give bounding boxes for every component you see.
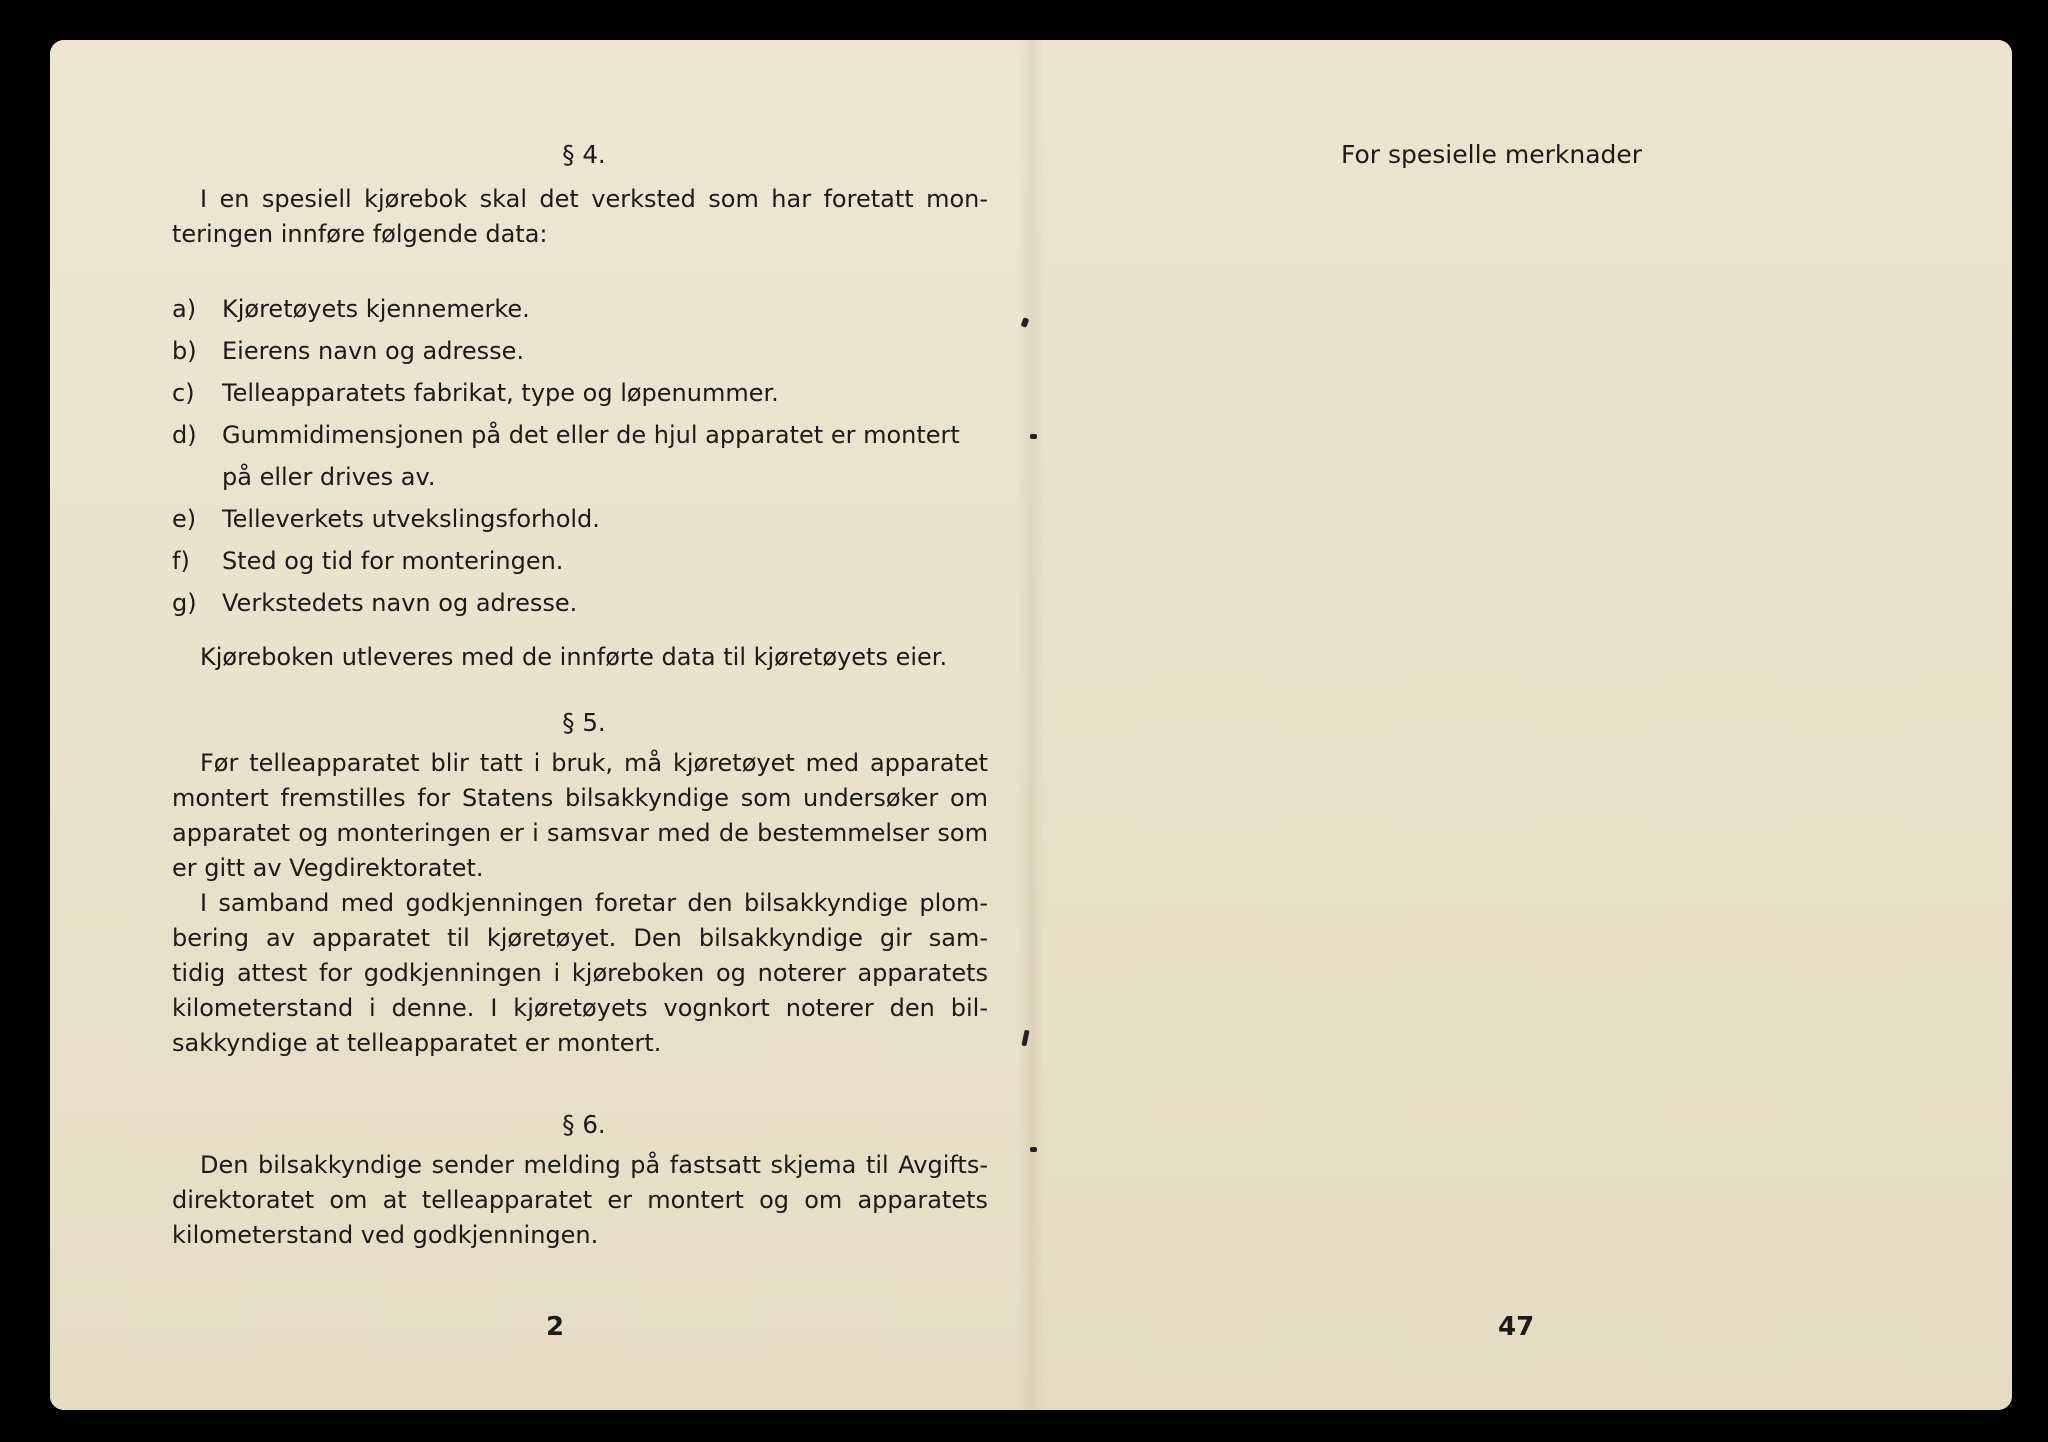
list-item-letter: f)	[172, 547, 190, 575]
staple-mark	[1030, 434, 1037, 439]
staple-mark	[1030, 1147, 1037, 1152]
list-item-letter: e)	[172, 505, 197, 533]
section-5-line: kilometerstand i denne. I kjøretøyets vognkort noterer den bil-	[172, 994, 988, 1022]
list-item-g	[172, 582, 577, 624]
list-item-f	[172, 540, 563, 582]
list-item-text: Sted og tid for monteringen.	[222, 547, 564, 575]
section-5-line: apparatet og monteringen er i samsvar med de bestemmelser som	[172, 819, 988, 847]
list-item-letter: a)	[172, 295, 197, 323]
right-page	[1031, 40, 2012, 1410]
list-item-text: Telleapparatets fabrikat, type og løpenummer.	[222, 379, 779, 407]
list-item-e	[172, 498, 600, 540]
section-6-line: direktoratet om at telleapparatet er montert og om apparatets	[172, 1186, 988, 1214]
section-5-line: montert fremstilles for Statens bilsakkyndige som undersøker om	[172, 784, 988, 812]
section-5-line: Før telleapparatet blir tatt i bruk, må kjøretøyet med apparatet	[200, 749, 988, 777]
booklet-spread	[50, 40, 2012, 1410]
list-item-a	[172, 288, 530, 330]
list-item-text: Gummidimensjonen på det eller de hjul apparatet er montert	[222, 421, 960, 449]
list-item-d-continuation: på eller drives av.	[222, 463, 436, 491]
page-number-right: 47	[1498, 1312, 1535, 1342]
section-4-outro	[172, 640, 988, 675]
section-4-intro	[172, 182, 988, 252]
list-item-text: Telleverkets utvekslingsforhold.	[222, 505, 600, 533]
list-item-letter: d)	[172, 421, 197, 449]
list-item-text: Kjøretøyets kjennemerke.	[222, 295, 530, 323]
list-item-text: Verkstedets navn og adresse.	[222, 589, 578, 617]
list-item-letter: c)	[172, 379, 195, 407]
list-item-d	[172, 414, 960, 456]
list-item-c	[172, 372, 779, 414]
section-5-line: er gitt av Vegdirektoratet.	[172, 854, 484, 882]
list-item-text: Eierens navn og adresse.	[222, 337, 525, 365]
section-5-heading: § 5.	[562, 708, 606, 737]
section-6-body	[172, 1148, 988, 1253]
page-number-left: 2	[546, 1312, 565, 1342]
list-item-letter: g)	[172, 589, 197, 617]
right-page-heading: For spesielle merknader	[1341, 140, 1643, 169]
section-5-body	[172, 746, 988, 1061]
section-5-line: tidig attest for godkjenningen i kjøreboken og noterer apparatets	[172, 959, 988, 987]
section-5-line: I samband med godkjenningen foretar den bilsakkyndige plom-	[200, 889, 988, 917]
section-4-intro-line-1: I en spesiell kjørebok skal det verksted som har foretatt mon-	[200, 185, 988, 213]
section-4-intro-line-2: teringen innføre følgende data:	[172, 220, 548, 248]
section-6-line: kilometerstand ved godkjenningen.	[172, 1221, 599, 1249]
section-5-line: sakkyndige at telleapparatet er montert.	[172, 1029, 662, 1057]
section-5-line: bering av apparatet til kjøretøyet. Den bilsakkyndige gir sam-	[172, 924, 988, 952]
list-item-letter: b)	[172, 337, 197, 365]
section-6-line: Den bilsakkyndige sender melding på fastsatt skjema til Avgifts-	[200, 1151, 988, 1179]
section-6-heading: § 6.	[562, 1110, 606, 1139]
left-page	[50, 40, 1031, 1410]
section-4-outro-line: Kjøreboken utleveres med de innførte data til kjøretøyets eier.	[200, 643, 948, 671]
list-item-b	[172, 330, 524, 372]
book-gutter	[1018, 40, 1044, 1410]
section-4-heading: § 4.	[562, 140, 606, 169]
